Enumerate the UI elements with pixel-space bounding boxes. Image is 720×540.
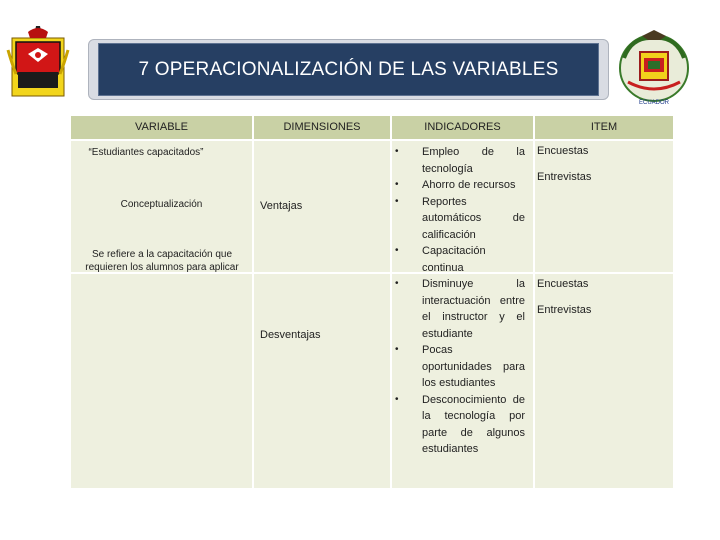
indicators-cell-ventajas bbox=[392, 141, 533, 272]
ecuador-coat-of-arms-logo bbox=[614, 30, 694, 108]
indicator-item: • Disminuye la interactuación entre el instructor y el estudiante bbox=[395, 278, 525, 340]
coat-of-arms-caption: ECUADOR bbox=[638, 100, 670, 106]
item-encuestas: Encuestas bbox=[537, 278, 589, 290]
dimension-desventajas: Desventajas bbox=[260, 329, 321, 341]
title-banner bbox=[88, 39, 609, 100]
indicators-cell-desventajas bbox=[392, 274, 533, 488]
item-entrevistas: Entrevistas bbox=[537, 304, 592, 316]
variable-empty-cell bbox=[71, 274, 252, 488]
indicator-item: • Ahorro de recursos bbox=[395, 179, 516, 191]
dimension-ventajas: Ventajas bbox=[260, 200, 303, 212]
military-crest-logo bbox=[6, 24, 70, 98]
header-item: ITEM bbox=[535, 116, 673, 139]
item-encuestas: Encuestas bbox=[537, 145, 589, 157]
item-entrevistas: Entrevistas bbox=[537, 171, 592, 183]
header-variable: VARIABLE bbox=[71, 116, 252, 139]
indicator-item: • Capacitación continua bbox=[395, 245, 486, 274]
header-dimensiones: DIMENSIONES bbox=[254, 116, 390, 139]
dimension-cell-desventajas bbox=[254, 274, 390, 488]
indicator-item: • Pocas oportunidades para los estudiantes bbox=[395, 344, 525, 389]
variable-name: “Estudiantes capacitados” bbox=[88, 147, 204, 158]
variable-concept-label: Conceptualización bbox=[120, 199, 203, 210]
item-cell-ventajas bbox=[535, 141, 673, 272]
variable-cell bbox=[71, 141, 252, 272]
item-cell-desventajas bbox=[535, 274, 673, 488]
operationalization-table bbox=[71, 116, 673, 488]
page-title: 7 OPERACIONALIZACIÓN DE LAS VARIABLES bbox=[138, 58, 559, 80]
indicator-item: • Empleo de la tecnología bbox=[395, 146, 525, 175]
variable-definition: Se refiere a la capacitación que requieren los alumnos para aplicar bbox=[85, 249, 239, 273]
dimension-cell-ventajas bbox=[254, 141, 390, 272]
indicator-item: • Desconocimiento de la tecnología por parte de algunos estudiantes bbox=[395, 393, 525, 455]
indicator-item: • Reportes automáticos de calificación bbox=[395, 195, 525, 241]
header-indicadores: INDICADORES bbox=[392, 116, 533, 139]
